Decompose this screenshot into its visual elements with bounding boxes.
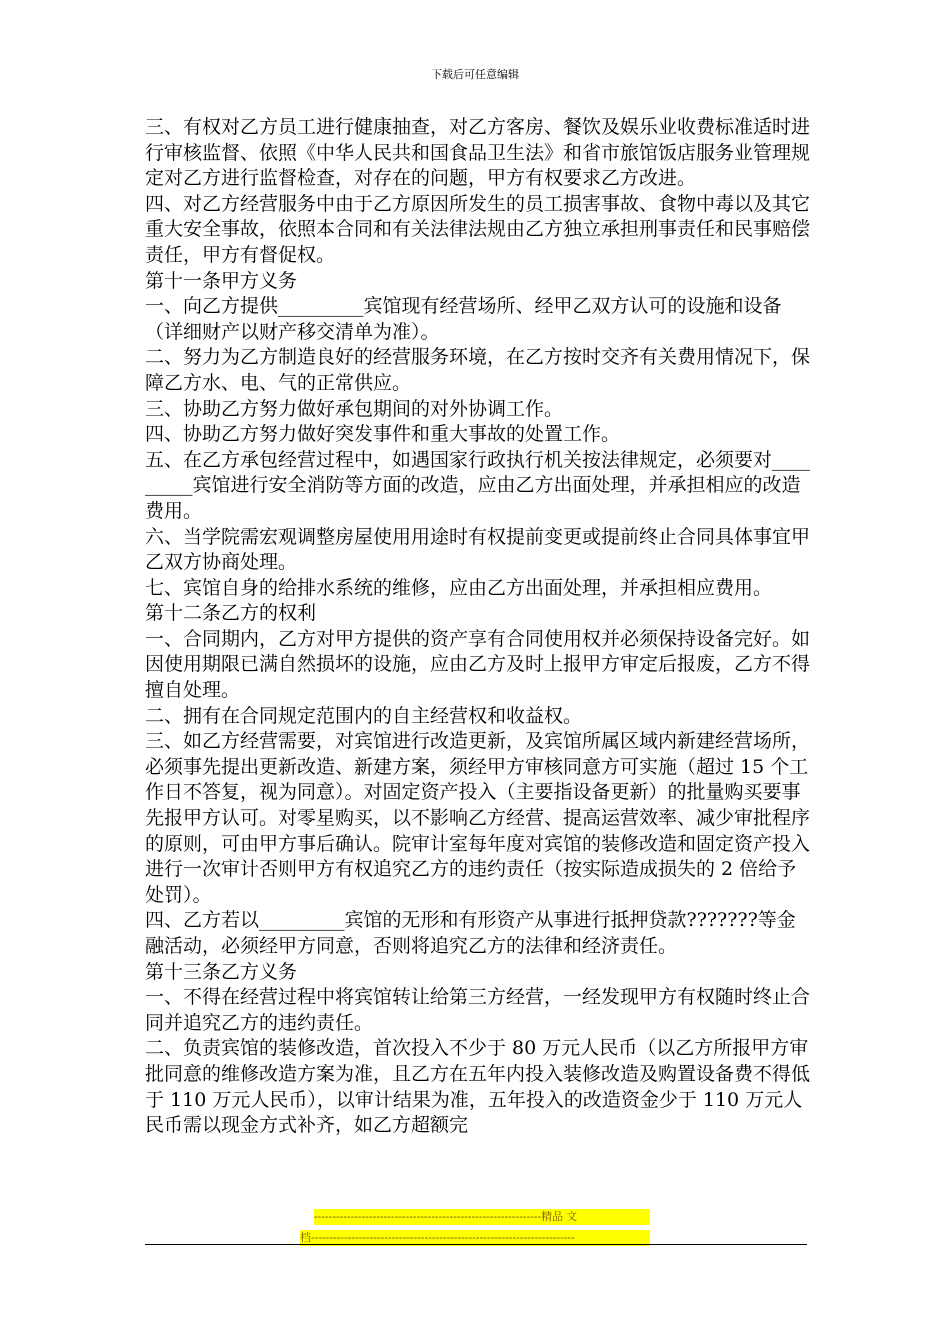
paragraph: 三、如乙方经营需要，对宾馆进行改造更新，及宾馆所属区域内新建经营场所，必须事先提出更新改造、新建方案，须经甲方审核同意方可实施（超过 15 个工作日不答复，视为同意）。对固定资产投入（主要指设备更新）的批量购买要事先报甲方认可。对零星购买，以不影响乙方经营、提高运营效率、减少审批程序的原则，可由甲方事后确认。院审计室每年度对宾馆的装修改造和固定资产投入进行一次审计否则甲方有权追究乙方的违约责任（按实际造成损失的 2 倍给予处罚）。	[145, 730, 811, 906]
paragraph: 一、向乙方提供_________宾馆现有经营场所、经甲乙双方认可的设施和设备（详细财产以财产移交清单为准）。	[145, 295, 782, 343]
paragraph: 二、负责宾馆的装修改造，首次投入不少于 80 万元人民币（以乙方所报甲方审批同意的维修改造方案为准，且乙方在五年内投入装修改造及购置设备费不得低于 110 万元人民币），以审计结果为准，五年投入的改造资金少于 110 万元人民币需以现金方式补齐，如乙方超额完	[145, 1037, 811, 1137]
paragraph: 六、当学院需宏观调整房屋使用用途时有权提前变更或提前终止合同具体事宜甲乙双方协商处理。	[145, 525, 811, 574]
section-heading: 第十一条甲方义务	[145, 269, 298, 292]
paragraph: 四、乙方若以_________宾馆的无形和有形资产从事进行抵押贷款???????等金融活动，必须经甲方同意，否则将追究乙方的法律和经济责任。	[145, 909, 796, 957]
paragraph: 五、在乙方承包经营过程中，如遇国家行政执行机关按法律规定，必须要对_________宾馆进行安全消防等方面的改造，应由乙方出面处理，并承担相应的改造费用。	[145, 448, 811, 522]
paragraph: 一、不得在经营过程中将宾馆转让给第三方经营，一经发现甲方有权随时终止合同并追究乙方的违约责任。	[145, 986, 811, 1034]
paragraph: 三、有权对乙方员工进行健康抽查，对乙方客房、餐饮及娱乐业收费标准适时进行审核监督、依照《中华人民共和国食品卫生法》和省市旅馆饭店服务业管理规定对乙方进行监督检查，对存在的问题，甲方有权要求乙方改进。	[145, 116, 811, 190]
paragraph: 三、协助乙方努力做好承包期间的对外协调工作。	[145, 397, 564, 420]
footer-line-2: 档------------------------------------------------------------------------	[300, 1230, 650, 1246]
footer-line-1: --------------------------------------------------------------精品 文	[314, 1209, 650, 1225]
paragraph: 二、努力为乙方制造良好的经营服务环境，在乙方按时交齐有关费用情况下，保障乙方水、电、气的正常供应。	[145, 346, 811, 394]
paragraph: 四、协助乙方努力做好突发事件和重大事故的处置工作。	[145, 423, 621, 446]
paragraph: 一、合同期内，乙方对甲方提供的资产享有合同使用权并必须保持设备完好。如因使用期限已满自然损坏的设施，应由乙方及时上报甲方审定后报废，乙方不得擅自处理。	[145, 627, 811, 702]
paragraph: 二、拥有在合同规定范围内的自主经营权和收益权。	[145, 704, 583, 727]
document-body	[145, 115, 810, 1139]
page-header: 下载后可任意编辑	[431, 68, 519, 81]
footer-divider	[145, 1244, 807, 1245]
section-heading: 第十三条乙方义务	[145, 960, 298, 983]
section-heading: 第十二条乙方的权利	[145, 602, 317, 625]
paragraph: 七、宾馆自身的给排水系统的维修，应由乙方出面处理，并承担相应费用。	[145, 576, 773, 599]
paragraph: 四、对乙方经营服务中由于乙方原因所发生的员工损害事故、食物中毒以及其它重大安全事故，依照本合同和有关法律法规由乙方独立承担刑事责任和民事赔偿责任，甲方有督促权。	[145, 192, 811, 266]
